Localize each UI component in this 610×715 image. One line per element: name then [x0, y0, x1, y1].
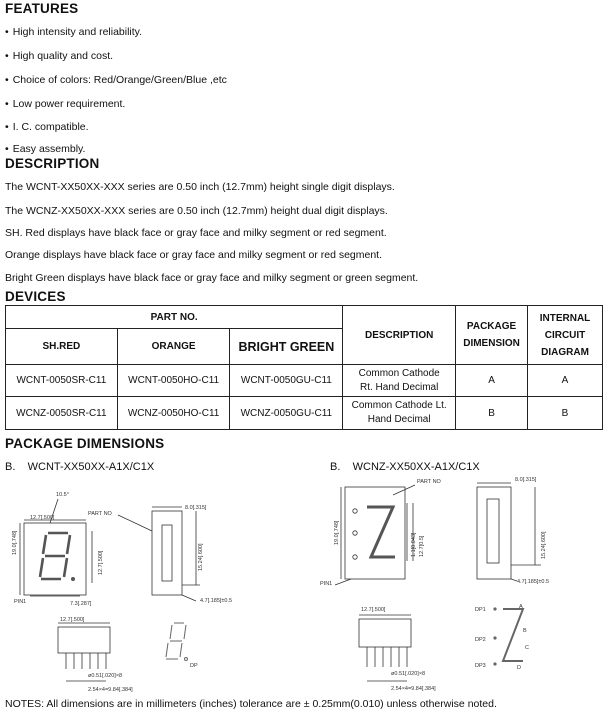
description-cell: [343, 365, 456, 397]
part-no-header: PART NO.: [6, 306, 343, 329]
circuit-cell: B: [528, 397, 603, 430]
bottom-width-label: 12.7[.500]: [60, 617, 85, 623]
pin-span-label: 2.54×4=9.84[.384]: [391, 686, 436, 692]
segment-d-label: D: [517, 665, 521, 671]
green-cell: WCNZ-0050GU-C11: [230, 397, 343, 430]
side-bottom-label: 4.7[.185]±0.5: [517, 579, 550, 585]
pins: [367, 647, 407, 667]
bottom-view-outline: [58, 627, 110, 653]
internal-header-line: CIRCUIT: [544, 329, 586, 341]
dp3-label: DP3: [475, 663, 486, 669]
package-cell: B: [456, 397, 528, 430]
package-dimensions-heading: PACKAGE DIMENSIONS: [5, 436, 165, 451]
orange-cell: WCNZ-0050HO-C11: [117, 397, 230, 430]
orange-cell: WCNT-0050HO-C11: [117, 365, 230, 397]
height-dim-label: 19.0[.748]: [12, 530, 18, 555]
feature-item: • I. C. compatible.: [5, 121, 89, 133]
dp-label: DP: [190, 663, 198, 669]
description-line: SH. Red displays have black face or gray face and milky segment or red segment.: [5, 227, 387, 239]
width-dim-label: 12.7[.500]: [30, 515, 55, 521]
table-row: [6, 365, 603, 397]
side-top-label: 8.0[.315]: [185, 505, 207, 511]
package-dimension-header: [456, 306, 528, 365]
features-heading: FEATURES: [5, 1, 79, 16]
dp1-dot: [493, 607, 496, 610]
table-row: [6, 397, 603, 430]
decimal-point: [353, 509, 357, 513]
digit-h1-label: 1.1[0.043]: [411, 532, 417, 557]
description-line: Bright Green displays have black face or gray face and milky segment or green segment.: [5, 272, 419, 284]
side-bottom-label: 4.7[.185]±0.5: [200, 598, 233, 604]
bright-green-header: BRIGHT GREEN: [230, 329, 343, 365]
dp3-dot: [493, 662, 496, 665]
side-view-outline: [477, 487, 511, 579]
description-heading: DESCRIPTION: [5, 156, 100, 171]
description-line: Orange displays have black face or gray face and milky segment or red segment.: [5, 249, 383, 261]
single-digit-drawing: [0, 475, 300, 695]
decimal-point: [353, 531, 357, 535]
side-height-label: 15.24[.600]: [541, 531, 547, 559]
right-package-label: B. WCNZ-XX50XX-A1X/C1X: [330, 461, 480, 473]
feature-item: • Easy assembly.: [5, 143, 85, 155]
sh-red-cell: WCNT-0050SR-C11: [6, 365, 118, 397]
seven-segment-digit: [40, 533, 70, 579]
dimension-line: [182, 595, 196, 601]
description-cell-line: Common Cathode: [358, 367, 440, 379]
bottom-width-label: 12.7[.500]: [361, 607, 386, 613]
dp2-dot: [493, 636, 496, 639]
devices-table: [5, 305, 603, 430]
description-cell: [343, 397, 456, 430]
part-no-label: PART NO: [417, 479, 441, 485]
segment-diagram: [166, 623, 188, 661]
feature-item: • Choice of colors: Red/Orange/Green/Blue ,etc: [5, 74, 227, 86]
devices-heading: DEVICES: [5, 289, 66, 304]
pin-diameter-label: ø0.51[.020]×8: [391, 671, 426, 677]
left-package-label: B. WCNT-XX50XX-A1X/C1X: [5, 461, 155, 473]
pin-span-label: 2.54×4=9.84[.384]: [88, 687, 133, 693]
decimal-point: [71, 577, 75, 581]
side-top-label: 8.0[.315]: [515, 477, 537, 483]
description-cell-line: Rt. Hand Decimal: [359, 381, 439, 393]
front-view-outline: [345, 487, 405, 579]
orange-header: ORANGE: [117, 329, 230, 365]
dual-digit-drawing: [305, 475, 605, 695]
internal-header-line: INTERNAL: [539, 312, 591, 324]
package-cell: A: [456, 365, 528, 397]
sh-red-cell: WCNZ-0050SR-C11: [6, 397, 118, 430]
leader-line: [118, 515, 152, 531]
z-segment-diagram: [503, 609, 523, 661]
leader-line: [393, 485, 415, 495]
decimal-point: [353, 555, 357, 559]
feature-item: • High intensity and reliability.: [5, 26, 142, 38]
side-view-outline: [152, 511, 182, 595]
top-dim-label: 10.5°: [56, 492, 69, 498]
segment-b-label: B: [523, 628, 527, 634]
pin-diameter-label: ø0.51[.020]×8: [88, 673, 123, 679]
side-height-label: 15.24[.600]: [198, 543, 204, 571]
internal-header-line: DIAGRAM: [541, 346, 589, 358]
feature-item: • High quality and cost.: [5, 50, 113, 62]
side-view-inner: [162, 525, 172, 581]
dp2-label: DP2: [475, 637, 486, 643]
pin-pitch-label: 7.3[.287]: [70, 601, 92, 607]
digit-h2-label: 12.7[0.5]: [419, 535, 425, 557]
part-no-label: PART NO: [88, 511, 112, 517]
segment-c-label: C: [525, 645, 529, 651]
package-header-line: DIMENSION: [463, 338, 520, 349]
description-line: The WCNZ-XX50XX-XXX series are 0.50 inch (12.7mm) height dual digit displays.: [5, 205, 388, 217]
description-cell-line: Hand Decimal: [367, 414, 431, 425]
internal-circuit-header: [528, 306, 603, 365]
pins: [66, 653, 106, 669]
seg-dim-label: 12.7[.500]: [98, 550, 104, 575]
pin1-label: PIN1: [320, 581, 333, 587]
z-segment-digit: [367, 507, 395, 557]
notes-text: NOTES: All dimensions are in millimeters (inches) tolerance are ± 0.25mm(0.010) unless otherwise noted.: [5, 698, 497, 710]
package-header-line: PACKAGE: [466, 321, 517, 332]
side-view-inner: [487, 499, 499, 563]
description-line: The WCNT-XX50XX-XXX series are 0.50 inch (12.7mm) height single digit displays.: [5, 181, 395, 193]
height-dim-label: 19.0[.748]: [334, 520, 340, 545]
leader-line: [335, 579, 351, 585]
sh-red-header: SH.RED: [6, 329, 118, 365]
green-cell: WCNT-0050GU-C11: [230, 365, 343, 397]
bottom-view-outline: [359, 619, 411, 647]
description-cell-line: Common Cathode Lt.: [351, 400, 447, 411]
circuit-cell: A: [528, 365, 603, 397]
description-header: DESCRIPTION: [343, 306, 456, 365]
feature-item: • Low power requirement.: [5, 98, 125, 110]
dp1-label: DP1: [475, 607, 486, 613]
segment-a-label: A: [519, 604, 523, 610]
pin1-label: PIN1: [14, 599, 27, 605]
